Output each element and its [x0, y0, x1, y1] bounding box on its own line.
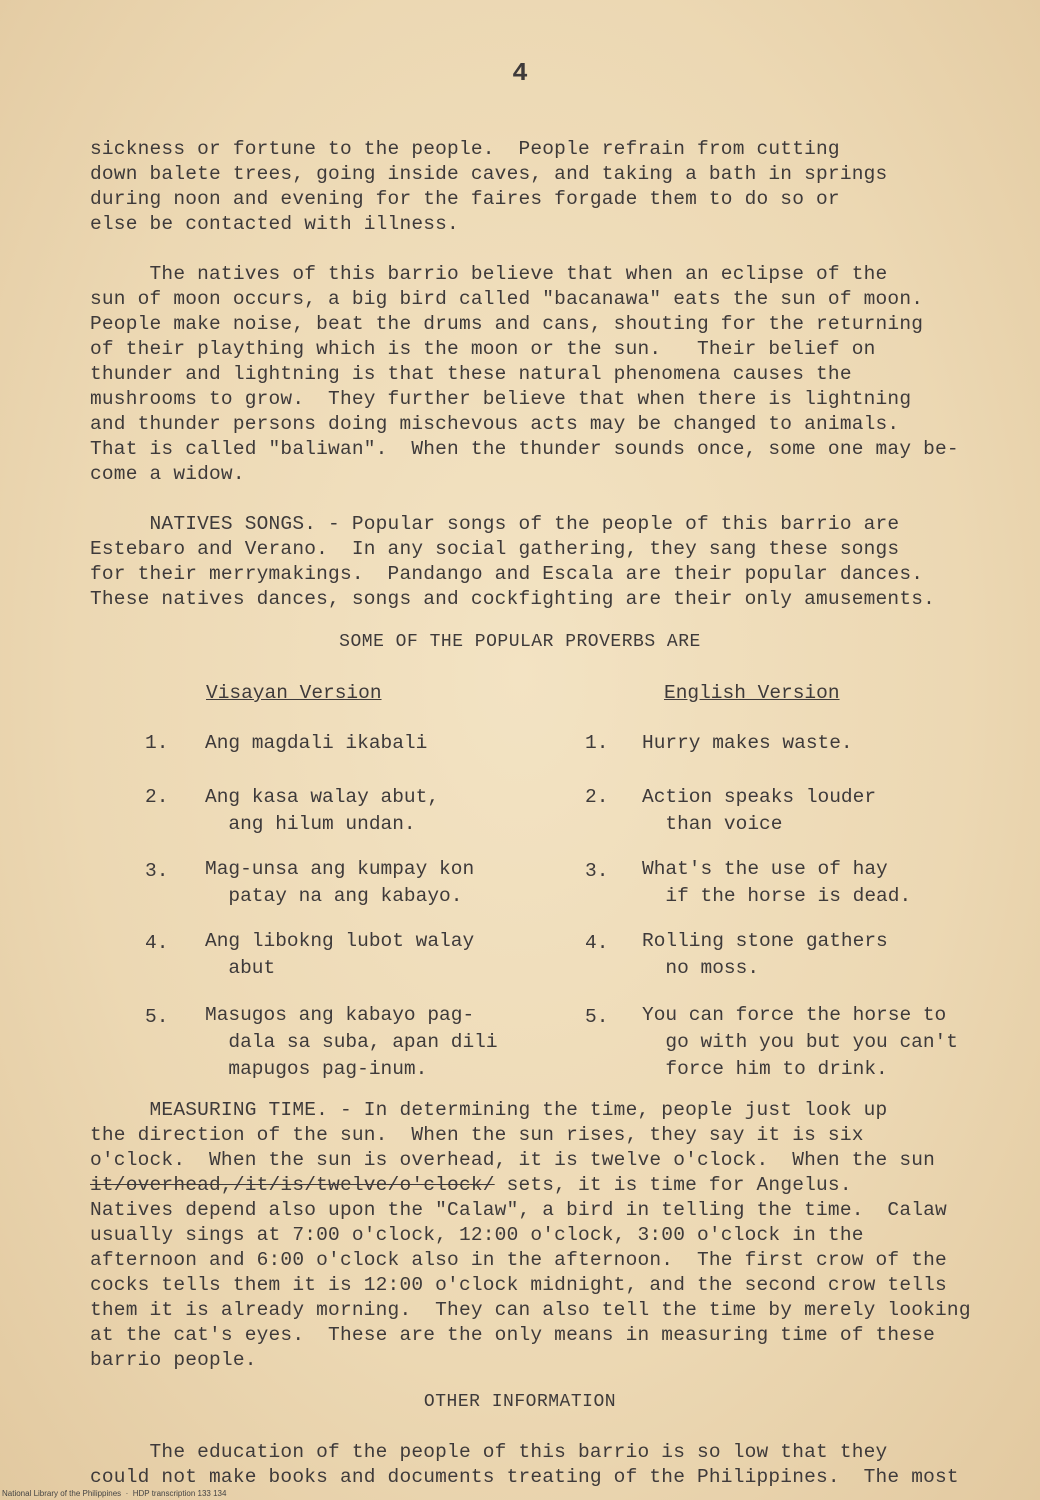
p3-line-1: NATIVES SONGS. - Popular songs of the people of this barrio are — [90, 513, 900, 535]
proverb-number: 3. — [585, 860, 609, 882]
proverb-english: You can force the horse to go with you but you can't force him to drink. — [642, 1004, 958, 1080]
p4-line-4-tail: sets, it is time for Angelus. — [494, 1174, 852, 1196]
p2-line-6: mushrooms to grow. They further believe that when there is lightning — [90, 388, 912, 410]
proverb-visayan: Mag-unsa ang kumpay kon patay na ang kabayo. — [205, 858, 475, 907]
p4-line-5: Natives depend also upon the "Calaw", a bird in telling the time. Calaw — [90, 1199, 947, 1221]
p1-line-1: sickness or fortune to the people. People refrain from cutting — [90, 138, 840, 160]
p2-line-3: People make noise, beat the drums and cans, shouting for the returning — [90, 313, 924, 335]
p2-line-4: of their plaything which is the moon or the sun. Their belief on — [90, 338, 876, 360]
p2-line-5: thunder and lightning is that these natural phenomena causes the — [90, 363, 852, 385]
p4-line-3: o'clock. When the sun is overhead, it is twelve o'clock. When the sun — [90, 1149, 936, 1171]
proverb-visayan: Ang libokng lubot walay abut — [205, 930, 475, 979]
visayan-column-header: Visayan Version — [206, 682, 382, 704]
p4-line-8: cocks tells them it is 12:00 o'clock midnight, and the second crow tells — [90, 1274, 947, 1296]
p4-line-4 — [90, 1173, 852, 1198]
proverb-number: 2. — [585, 786, 609, 808]
page-number: 4 — [512, 58, 528, 88]
p2-line-2: sun of moon occurs, a big bird called "bacanawa" eats the sun of moon. — [90, 288, 924, 310]
proverb-number: 4. — [145, 932, 169, 954]
p2-line-1: The natives of this barrio believe that when an eclipse of the — [90, 263, 888, 285]
p2-line-9: come a widow. — [90, 463, 245, 485]
proverb-visayan: Ang magdali ikabali — [205, 732, 428, 754]
proverb-visayan: Masugos ang kabayo pag- dala sa suba, apan dili mapugos pag-inum. — [205, 1004, 498, 1080]
proverb-english: Hurry makes waste. — [642, 732, 853, 754]
p4-line-7: afternoon and 6:00 o'clock also in the afternoon. The first crow of the — [90, 1249, 947, 1271]
p5-line-1: The education of the people of this barrio is so low that they — [90, 1441, 888, 1463]
english-column-header: English Version — [664, 682, 840, 704]
p4-line-11: barrio people. — [90, 1349, 257, 1371]
proverb-number: 1. — [585, 732, 609, 754]
archive-caption: National Library of the Philippines · HDP transcription 133 134 — [2, 1489, 227, 1498]
proverb-number: 2. — [145, 786, 169, 808]
proverb-number: 3. — [145, 860, 169, 882]
p4-line-10: at the cat's eyes. These are the only means in measuring time of these — [90, 1324, 936, 1346]
p4-line-2: the direction of the sun. When the sun rises, they say it is six — [90, 1124, 864, 1146]
p1-line-3: during noon and evening for the faires forgade them to do so or — [90, 188, 840, 210]
proverb-english: What's the use of hay if the horse is dead. — [642, 858, 912, 907]
proverb-number: 5. — [585, 1006, 609, 1028]
other-information-heading: OTHER INFORMATION — [423, 1392, 617, 1412]
proverb-english: Action speaks louder than voice — [642, 786, 877, 835]
p4-line-9: them it is already morning. They can also tell the time by merely looking — [90, 1299, 971, 1321]
proverb-english: Rolling stone gathers no moss. — [642, 930, 888, 979]
p4-line-1: MEASURING TIME. - In determining the time, people just look up — [90, 1099, 888, 1121]
proverb-number: 1. — [145, 732, 169, 754]
p3-line-4: These natives dances, songs and cockfighting are their only amusements. — [90, 588, 936, 610]
p1-line-4: else be contacted with illness. — [90, 213, 459, 235]
p3-line-3: for their merrymakings. Pandango and Escala are their popular dances. — [90, 563, 924, 585]
proverb-number: 5. — [145, 1006, 169, 1028]
p4-line-6: usually sings at 7:00 o'clock, 12:00 o'clock, 3:00 o'clock in the — [90, 1224, 864, 1246]
proverb-visayan: Ang kasa walay abut, ang hilum undan. — [205, 786, 440, 835]
struck-text: it/overhead,/it/is/twelve/o'clock/ — [90, 1174, 495, 1196]
p1-line-2: down balete trees, going inside caves, and taking a bath in springs — [90, 163, 888, 185]
p2-line-8: That is called "baliwan". When the thunder sounds once, some one may be- — [90, 438, 959, 460]
p5-line-2: could not make books and documents treating of the Philippines. The most — [90, 1466, 959, 1488]
proverbs-heading: SOME OF THE POPULAR PROVERBS ARE — [339, 632, 701, 652]
p2-line-7: and thunder persons doing mischevous acts may be changed to animals. — [90, 413, 900, 435]
proverb-number: 4. — [585, 932, 609, 954]
p3-line-2: Estebaro and Verano. In any social gathering, they sang these songs — [90, 538, 900, 560]
